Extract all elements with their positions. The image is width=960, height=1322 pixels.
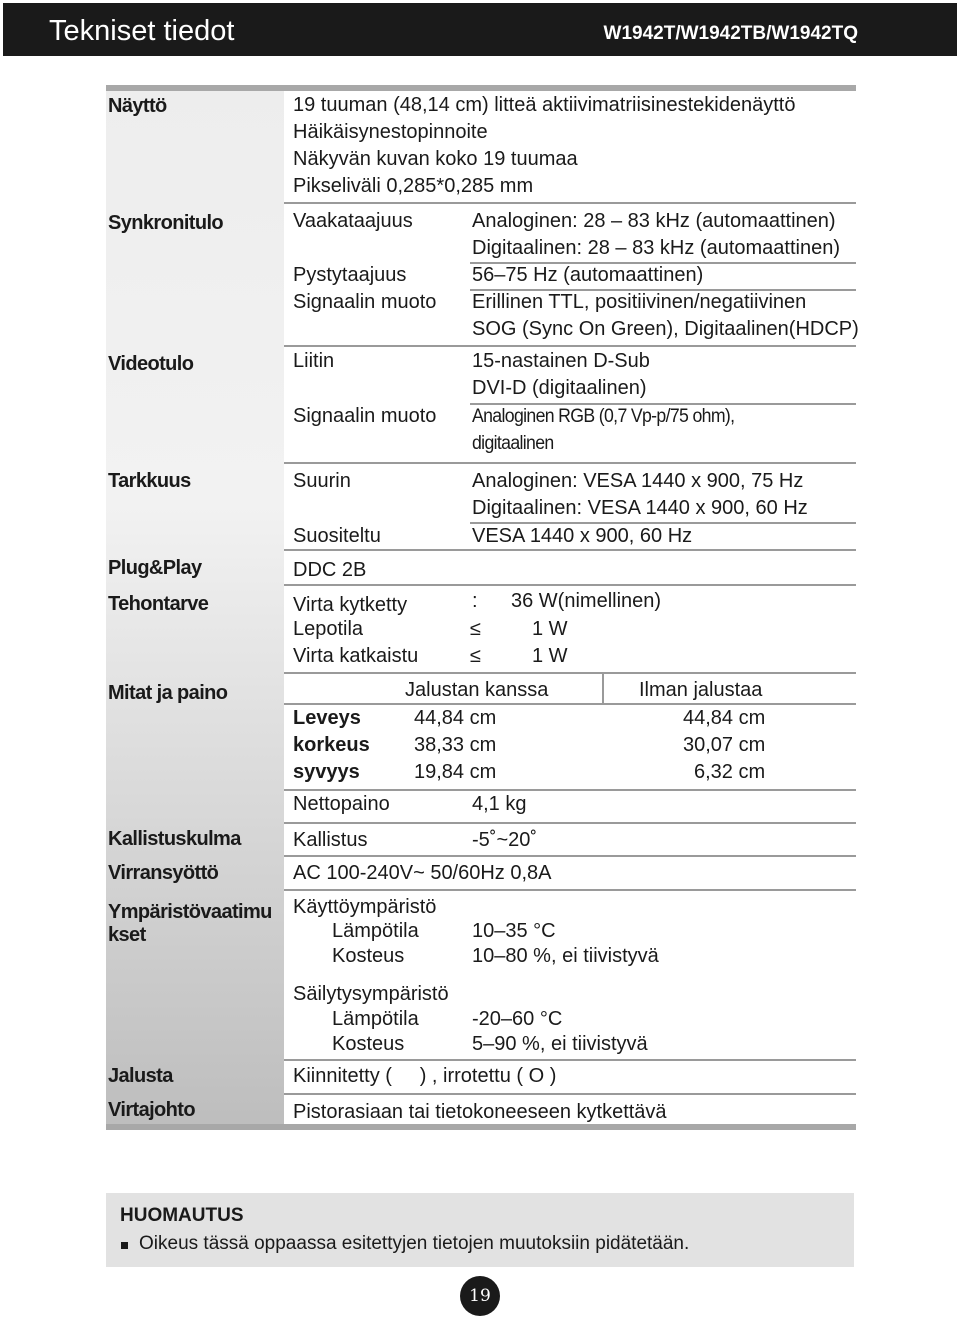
kaytto-label: Käyttöympäristö: [293, 896, 437, 918]
divider: [284, 703, 856, 705]
leveys-without-stand: 44,84 cm: [683, 707, 766, 729]
korkeus-without-stand: 30,07 cm: [683, 734, 766, 756]
kaytto-lampotila-label: Lämpötila: [332, 920, 419, 942]
divider: [284, 889, 856, 891]
page-header: [3, 3, 957, 56]
naytto-line-1: 19 tuuman (48,14 cm) litteä aktiivimatriisinestekidenäyttö: [293, 94, 796, 116]
kaytto-kosteus-label: Kosteus: [332, 945, 405, 967]
note-box: [106, 1193, 854, 1267]
naytto-line-2: Häikäisynestopinnoite: [293, 121, 488, 143]
table-top-border: [106, 85, 856, 91]
lepotila-label: Lepotila: [293, 618, 364, 640]
sailytys-label: Säilytysympäristö: [293, 983, 449, 1005]
divider: [470, 522, 856, 524]
liitin-label: Liitin: [293, 350, 335, 372]
page-number: 19: [460, 1276, 500, 1316]
kallistus-label: Kallistus: [293, 829, 368, 851]
syvyys-label: syvyys: [293, 761, 360, 783]
kaytto-lampotila-value: 10–35 °C: [472, 920, 556, 942]
divider: [470, 403, 856, 405]
virransyotto-value: AC 100-240V~ 50/60Hz 0,8A: [293, 862, 552, 884]
divider: [284, 345, 856, 347]
virtajohto-value: Pistorasiaan tai tietokoneeseen kytkettävä: [293, 1101, 667, 1123]
col-header-without-stand: Ilman jalustaa: [639, 679, 763, 701]
video-signaali-label: Signaalin muoto: [293, 405, 437, 427]
sailytys-kosteus-value: 5–90 %, ei tiivistyvä: [472, 1033, 648, 1055]
suositeltu-label: Suositeltu: [293, 525, 381, 547]
suurin-label: Suurin: [293, 470, 351, 492]
bullet-icon: [121, 1242, 128, 1249]
nettopaino-label: Nettopaino: [293, 793, 390, 815]
category-jalusta: Jalusta: [108, 1065, 173, 1087]
category-naytto: Näyttö: [108, 95, 167, 117]
model-number: W1942T/W1942TB/W1942TQ: [603, 23, 858, 44]
lepotila-symbol: ≤: [470, 618, 481, 640]
kallistus-value: -5˚~20˚: [472, 829, 538, 851]
video-signaali-value-1: Analoginen RGB (0,7 Vp-p/75 ohm),: [472, 406, 735, 427]
synk-signaali-value-2: SOG (Sync On Green), Digitaalinen(HDCP): [472, 318, 859, 340]
video-signaali-value-2: digitaalinen: [472, 433, 554, 454]
leveys-with-stand: 44,84 cm: [414, 707, 497, 729]
liitin-value-1: 15-nastainen D-Sub: [472, 350, 650, 372]
virta-katkaistu-symbol: ≤: [470, 645, 481, 667]
suositeltu-value: VESA 1440 x 900, 60 Hz: [472, 525, 693, 547]
vaakataajuus-value-2: Digitaalinen: 28 – 83 kHz (automaattinen): [472, 237, 840, 259]
divider: [284, 549, 856, 551]
synk-signaali-label: Signaalin muoto: [293, 291, 437, 313]
vaakataajuus-value-1: Analoginen: 28 – 83 kHz (automaattinen): [472, 210, 836, 232]
leveys-label: Leveys: [293, 707, 361, 729]
korkeus-label: korkeus: [293, 734, 370, 756]
divider: [284, 584, 856, 586]
category-tarkkuus: Tarkkuus: [108, 470, 191, 492]
synk-signaali-value-1: Erillinen TTL, positiivinen/negatiivinen: [472, 291, 807, 313]
vaakataajuus-label: Vaakataajuus: [293, 210, 413, 232]
sailytys-lampotila-label: Lämpötila: [332, 1008, 419, 1030]
category-virtajohto: Virtajohto: [108, 1099, 195, 1121]
lepotila-value: 1 W: [532, 618, 568, 640]
nettopaino-value: 4,1 kg: [472, 793, 527, 815]
category-ymparisto-line2: kset: [108, 924, 146, 946]
suurin-value-2: Digitaalinen: VESA 1440 x 900, 60 Hz: [472, 497, 808, 519]
note-text: Oikeus tässä oppaassa esitettyjen tietojen muutoksiin pidätetään.: [139, 1233, 690, 1254]
pystytaajuus-value: 56–75 Hz (automaattinen): [472, 264, 704, 286]
plugplay-value: DDC 2B: [293, 559, 367, 581]
kaytto-kosteus-value: 10–80 %, ei tiivistyvä: [472, 945, 659, 967]
column-divider: [602, 673, 604, 704]
syvyys-without-stand: 6,32 cm: [694, 761, 766, 783]
divider: [284, 202, 856, 204]
korkeus-with-stand: 38,33 cm: [414, 734, 497, 756]
syvyys-with-stand: 19,84 cm: [414, 761, 497, 783]
category-mitat: Mitat ja paino: [108, 682, 228, 704]
divider: [284, 822, 856, 824]
sailytys-lampotila-value: -20–60 °C: [472, 1008, 563, 1030]
category-videotulo: Videotulo: [108, 353, 194, 375]
virta-kytketty-label: Virta kytketty: [293, 594, 408, 616]
category-virransyotto: Virransyöttö: [108, 862, 219, 884]
virta-katkaistu-label: Virta katkaistu: [293, 645, 419, 667]
liitin-value-2: DVI-D (digitaalinen): [472, 377, 647, 399]
category-ymparisto-line1: Ympäristövaatimu: [108, 901, 272, 923]
table-bottom-border: [106, 1124, 856, 1130]
suurin-value-1: Analoginen: VESA 1440 x 900, 75 Hz: [472, 470, 804, 492]
virta-katkaistu-value: 1 W: [532, 645, 568, 667]
category-kallistuskulma: Kallistuskulma: [108, 828, 241, 850]
sailytys-kosteus-label: Kosteus: [332, 1033, 405, 1055]
category-synkronitulo: Synkronitulo: [108, 212, 224, 234]
jalusta-value: Kiinnitetty ( ) , irrotettu ( O ): [293, 1065, 557, 1087]
divider: [284, 462, 856, 464]
divider: [284, 1059, 856, 1061]
divider: [284, 1093, 856, 1095]
category-plugplay: Plug&Play: [108, 557, 202, 579]
naytto-line-3: Näkyvän kuvan koko 19 tuumaa: [293, 148, 578, 170]
virta-kytketty-symbol: :: [472, 590, 478, 612]
virta-kytketty-value: 36 W(nimellinen): [511, 590, 662, 612]
divider: [284, 789, 856, 791]
category-tehontarve: Tehontarve: [108, 593, 209, 615]
col-header-with-stand: Jalustan kanssa: [405, 679, 549, 701]
divider: [284, 672, 856, 674]
page-title: Tekniset tiedot: [49, 15, 235, 47]
note-title: HUOMAUTUS: [120, 1205, 244, 1226]
divider: [284, 855, 856, 857]
naytto-line-4: Pikseliväli 0,285*0,285 mm: [293, 175, 534, 197]
pystytaajuus-label: Pystytaajuus: [293, 264, 407, 286]
